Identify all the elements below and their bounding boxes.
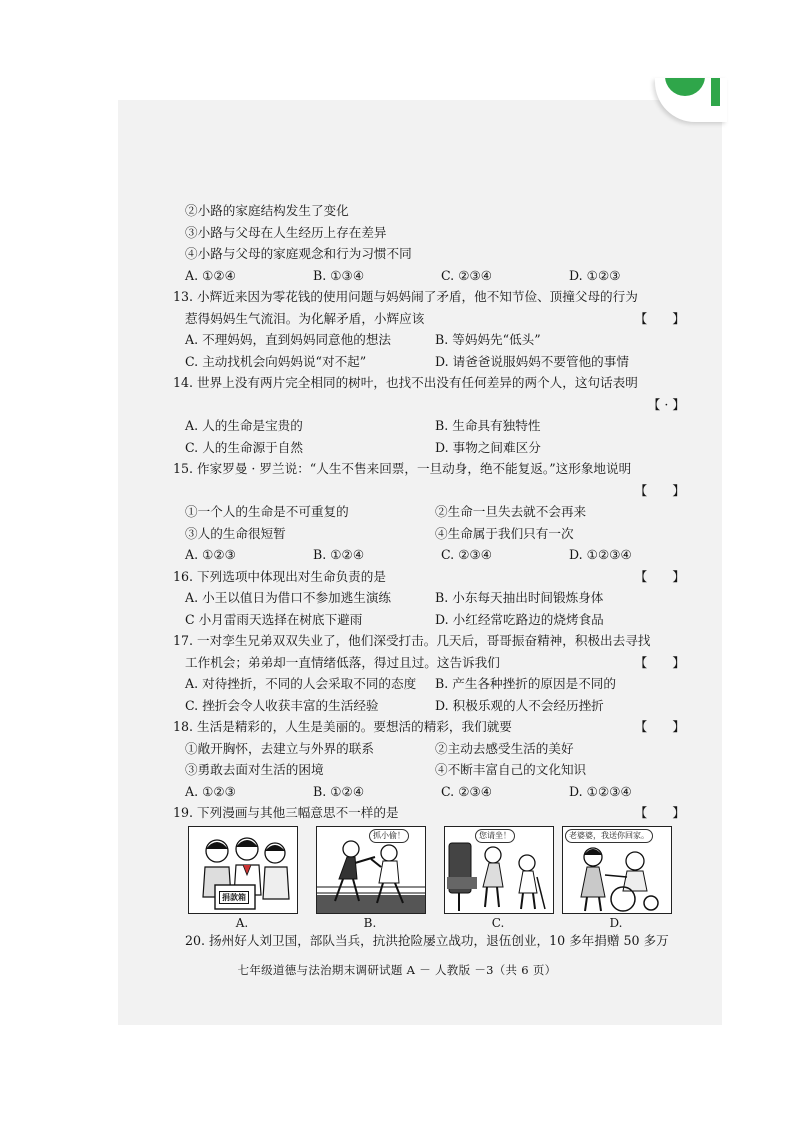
choice-b: B. 生命具有独特性 (435, 418, 541, 433)
choice-a: A. ①②③ (185, 783, 236, 799)
choice-b: B. ①②④ (313, 547, 365, 562)
answer-bracket: 【 】 (634, 482, 685, 498)
statement-4: ④不断丰富自己的文化知识 (435, 762, 587, 777)
choice-c: C 小月雷雨天选择在树底下避雨 (185, 611, 363, 627)
choice-b: B. ①③④ (313, 267, 365, 283)
bracket-line (185, 394, 685, 416)
bracket-line (185, 480, 685, 502)
comic-a-label: A. (235, 916, 249, 930)
choice-b: B. 小东每天抽出时间锻炼身体 (435, 590, 604, 605)
answer-bracket: 【 】 (634, 805, 685, 820)
choice-row (185, 587, 685, 609)
option-line: ②小路的家庭结构发生了变化 (185, 203, 349, 218)
choice-d: D. 事物之间难区分 (435, 439, 541, 455)
choice-row (185, 609, 685, 631)
comic-d-label: D. (609, 916, 623, 930)
choice-c: C. ②③④ (441, 547, 493, 562)
question-18-stem-text: 18. 生活是精彩的，人生是美丽的。要想活的精彩，我们就要 (173, 719, 512, 734)
green-circle-shape (665, 78, 705, 96)
option-line: ③小路与父母在人生经历上存在差异 (185, 224, 387, 240)
statement-row (185, 738, 685, 760)
choice-c: C. ②③④ (441, 267, 493, 283)
choice-b: B. 产生各种挫折的原因是不同的 (435, 676, 616, 691)
statement-1: ①一个人的生命是不可重复的 (185, 504, 349, 519)
choice-a: A. 小王以值日为借口不参加逃生演练 (185, 590, 392, 605)
question-17-stem: 17. 一对孪生兄弟双双失业了，他们深受打击。几天后，哥哥振奋精神，积极出去寻找 (173, 633, 651, 648)
statement-4: ④生命属于我们只有一次 (435, 525, 574, 541)
question-15-stem: 15. 作家罗曼 · 罗兰说：“人生不售来回票，一旦动身，绝不能复返。”这形象地说明 (173, 461, 632, 476)
option-line: ④小路与父母的家庭观念和行为习惯不同 (185, 246, 412, 261)
speech-bubble: 您请坐！ (475, 829, 515, 843)
statement-3: ③人的生命很短暂 (185, 525, 286, 541)
donation-box-sign: 捐款箱 (219, 891, 249, 904)
choice-a: A. 不理妈妈，直到妈妈同意他的想法 (185, 332, 392, 347)
choice-c: C. 主动找机会向妈妈说“对不起” (185, 353, 367, 369)
statement-2: ②主动去感受生活的美好 (435, 740, 574, 756)
comic-c-label: C. (491, 916, 505, 930)
statement-row (185, 501, 685, 523)
question-17-stem-cont (185, 652, 685, 674)
choice-row (185, 265, 685, 287)
question-17-stem-text: 工作机会；弟弟却一直情绪低落，得过且过。这告诉我们 (185, 654, 500, 670)
question-18-stem (173, 716, 685, 738)
choice-row (185, 351, 685, 373)
choice-row (185, 695, 685, 717)
speech-bubble: 抓小偷！ (369, 829, 409, 843)
comic-c (444, 826, 554, 914)
answer-bracket: 【 】 (634, 719, 685, 734)
comic-b-label: B. (363, 916, 377, 930)
choice-a: A. 对待挫折，不同的人会采取不同的态度 (185, 676, 417, 691)
answer-bracket: 【 · 】 (647, 396, 685, 412)
page-footer: 七年级道德与法治期末调研试题 A － 人教版 －3（共 6 页） (237, 963, 557, 977)
statement-2: ②生命一旦失去就不会再来 (435, 504, 587, 519)
answer-bracket: 【 】 (634, 310, 685, 326)
answer-bracket: 【 】 (634, 654, 685, 670)
question-content (173, 200, 685, 824)
choice-row (185, 781, 685, 803)
choice-d: D. ①②③④ (569, 783, 632, 799)
question-14-stem: 14. 世界上没有两片完全相同的树叶，也找不出没有任何差异的两个人，这句话表明 (173, 375, 638, 390)
answer-bracket: 【 】 (634, 568, 685, 584)
choice-row (185, 415, 685, 437)
statement-row (185, 759, 685, 781)
choice-b: B. ①②④ (313, 783, 365, 799)
choice-a: A. 人的生命是宝贵的 (185, 418, 303, 433)
question-16-stem (173, 566, 685, 588)
question-19-stem-text: 19. 下列漫画与其他三幅意思不一样的是 (173, 805, 399, 820)
question-13-stem: 13. 小辉近来因为零花钱的使用问题与妈妈闹了矛盾，他不知节俭、顶撞父母的行为 (173, 289, 638, 304)
speech-bubble: 老婆婆，我送你回家。 (565, 829, 653, 843)
comic-d (562, 826, 672, 914)
comic-a (188, 826, 298, 914)
choice-c: C. 人的生命源于自然 (185, 439, 303, 455)
choice-d: D. 小红经常吃路边的烧烤食品 (435, 611, 604, 627)
question-20-stem: 20. 扬州好人刘卫国，部队当兵，抗洪抢险屡立战功，退伍创业，10 多年捐赠 50 多万 (185, 933, 669, 948)
choice-b: B. 等妈妈先“低头” (435, 332, 541, 347)
choice-d: D. 积极乐观的人不会经历挫折 (435, 697, 604, 713)
choice-d: D. ①②③ (569, 267, 621, 283)
choice-row (185, 437, 685, 459)
green-bar-shape (711, 78, 720, 106)
question-13-stem-text: 惹得妈妈生气流泪。为化解矛盾，小辉应该 (185, 310, 425, 326)
statement-row (185, 523, 685, 545)
comic-b (316, 826, 426, 914)
choice-row (185, 673, 685, 695)
choice-c: C. 挫折会令人收获丰富的生活经验 (185, 697, 379, 713)
question-19-stem (173, 802, 685, 824)
statement-1: ①敞开胸怀，去建立与外界的联系 (185, 740, 374, 756)
choice-row (185, 329, 685, 351)
comic-strip (188, 826, 678, 934)
choice-d: D. 请爸爸说服妈妈不要管他的事情 (435, 353, 629, 369)
choice-row (185, 544, 685, 566)
choice-a: A. ①②③ (185, 547, 236, 562)
statement-3: ③勇敢去面对生活的困境 (185, 762, 324, 777)
question-16-stem-text: 16. 下列选项中体现出对生命负责的是 (173, 568, 386, 584)
choice-c: C. ②③④ (441, 783, 493, 799)
choice-a: A. ①②④ (185, 267, 236, 283)
choice-d: D. ①②③④ (569, 547, 632, 562)
question-13-stem-cont (185, 308, 685, 330)
